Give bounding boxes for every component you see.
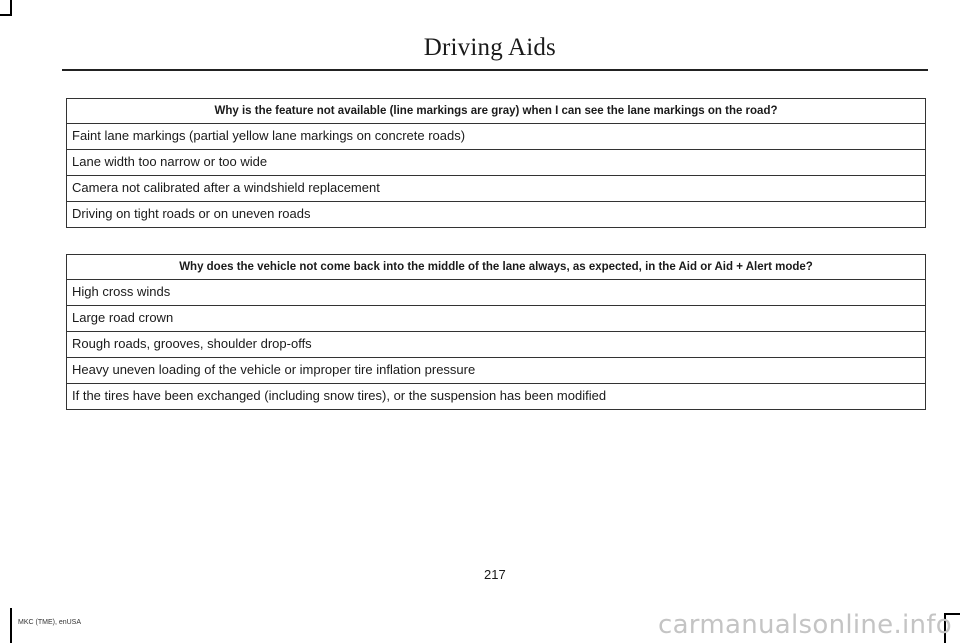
crop-mark-bottom-left bbox=[10, 608, 12, 643]
table-row: Rough roads, grooves, shoulder drop-offs bbox=[67, 332, 925, 358]
table-row: Driving on tight roads or on uneven roads bbox=[72, 206, 311, 221]
table-question-header: Why is the feature not available (line markings are gray) when I can see the lane markings on the road? bbox=[67, 99, 925, 124]
crop-mark-top-left bbox=[10, 0, 12, 16]
crop-mark-top-left-horizontal bbox=[0, 14, 10, 16]
page-title: Driving Aids bbox=[423, 34, 556, 61]
table-row: Faint lane markings (partial yellow lane markings on concrete roads) bbox=[67, 124, 925, 150]
table-row: Lane width too narrow or too wide bbox=[67, 150, 925, 176]
table-row: If the tires have been exchanged (including snow tires), or the suspension has been modified bbox=[72, 388, 607, 403]
table-row: Camera not calibrated after a windshield replacement bbox=[67, 176, 925, 202]
table-question-header: Why does the vehicle not come back into the middle of the lane always, as expected, in the Aid or Aid + Alert mode? bbox=[67, 255, 925, 280]
watermark-link[interactable]: carmanualsonline.info bbox=[657, 610, 952, 640]
table-row: Heavy uneven loading of the vehicle or improper tire inflation pressure bbox=[67, 358, 925, 384]
document-code: MKC (TME), enUSA bbox=[18, 619, 82, 626]
troubleshooting-table-unavailable bbox=[66, 98, 926, 228]
table-row: Large road crown bbox=[67, 306, 925, 332]
troubleshooting-table-lane-centering bbox=[66, 254, 926, 410]
table-row: High cross winds bbox=[67, 280, 925, 306]
header-divider bbox=[62, 69, 928, 71]
page-number: 217 bbox=[484, 567, 506, 582]
